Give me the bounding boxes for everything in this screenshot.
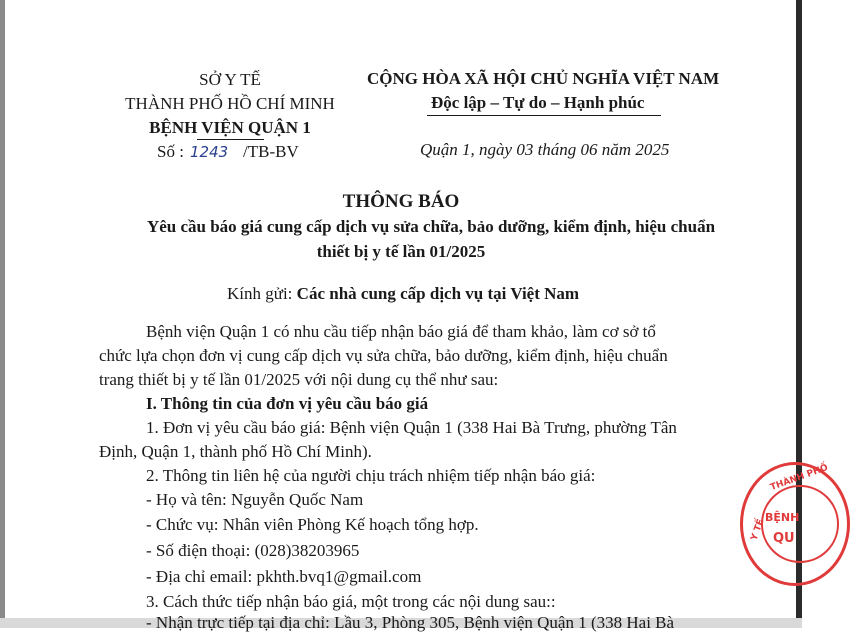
contact-name: - Họ và tên: Nguyễn Quốc Nam — [146, 490, 364, 509]
section-1-heading: I. Thông tin của đơn vị yêu cầu báo giá — [146, 394, 429, 413]
document-title: THÔNG BÁO — [342, 191, 460, 212]
date-line: Quận 1, ngày 03 tháng 06 năm 2025 — [420, 140, 670, 159]
header-department: SỞ Y TẾ — [199, 70, 261, 89]
recipient-value: Các nhà cung cấp dịch vụ tại Việt Nam — [296, 284, 580, 303]
seal-side-text: Y TẾ — [749, 517, 767, 543]
contact-email: - Địa chỉ email: pkhth.bvq1@gmail.com — [146, 567, 422, 586]
item-2: 2. Thông tin liên hệ của người chịu trách nhiệm tiếp nhận báo giá: — [146, 466, 596, 485]
document-subtitle-line2: thiết bị y tế lần 01/2025 — [316, 242, 486, 261]
contact-position: - Chức vụ: Nhân viên Phòng Kế hoạch tổng hợp. — [146, 515, 479, 534]
seal-arc-text: THÀNH PHỐ — [769, 462, 830, 494]
item-1-line-2: Định, Quận 1, thành phố Hồ Chí Minh). — [99, 442, 372, 461]
header-country: CỘNG HÒA XÃ HỘI CHỦ NGHĨA VIỆT NAM — [367, 69, 720, 88]
official-seal — [740, 462, 850, 586]
doc-number-prefix: Số : — [157, 142, 184, 161]
seal-text-top: BỆNH — [765, 511, 800, 524]
intro-line-3: trang thiết bị y tế lần 01/2025 với nội dung cụ thể như sau: — [99, 370, 499, 389]
item-1-line-1: 1. Đơn vị yêu cầu báo giá: Bệnh viện Quận 1 (338 Hai Bà Trưng, phường Tân — [146, 418, 677, 437]
seal-text-bottom: QU — [773, 531, 795, 546]
doc-number-handwritten: 1243 — [190, 143, 229, 161]
header-city: THÀNH PHỐ HỒ CHÍ MINH — [125, 94, 335, 113]
contact-phone: - Số điện thoại: (028)38203965 — [146, 541, 360, 560]
item-3-first-option: - Nhận trực tiếp tại địa chỉ: Lầu 3, Phòng 305, Bệnh viện Quận 1 (338 Hai Bà — [146, 613, 675, 632]
document-subtitle-line1: Yêu cầu báo giá cung cấp dịch vụ sửa chữa, bảo dưỡng, kiểm định, hiệu chuẩn — [146, 217, 716, 236]
intro-line-2: chức lựa chọn đơn vị cung cấp dịch vụ sửa chữa, bảo dưỡng, kiểm định, hiệu chuẩn — [99, 346, 668, 365]
recipient-label: Kính gửi: — [227, 284, 293, 303]
header-motto: Độc lập – Tự do – Hạnh phúc — [431, 93, 645, 112]
header-hospital: BỆNH VIỆN QUẬN 1 — [149, 118, 311, 137]
item-3: 3. Cách thức tiếp nhận báo giá, một trong các nội dung sau:: — [146, 592, 556, 611]
intro-line-1: Bệnh viện Quận 1 có nhu cầu tiếp nhận báo giá để tham khảo, làm cơ sở tổ — [146, 322, 656, 341]
official-seal-inner-ring — [761, 485, 839, 563]
doc-number-suffix: /TB-BV — [243, 142, 299, 161]
